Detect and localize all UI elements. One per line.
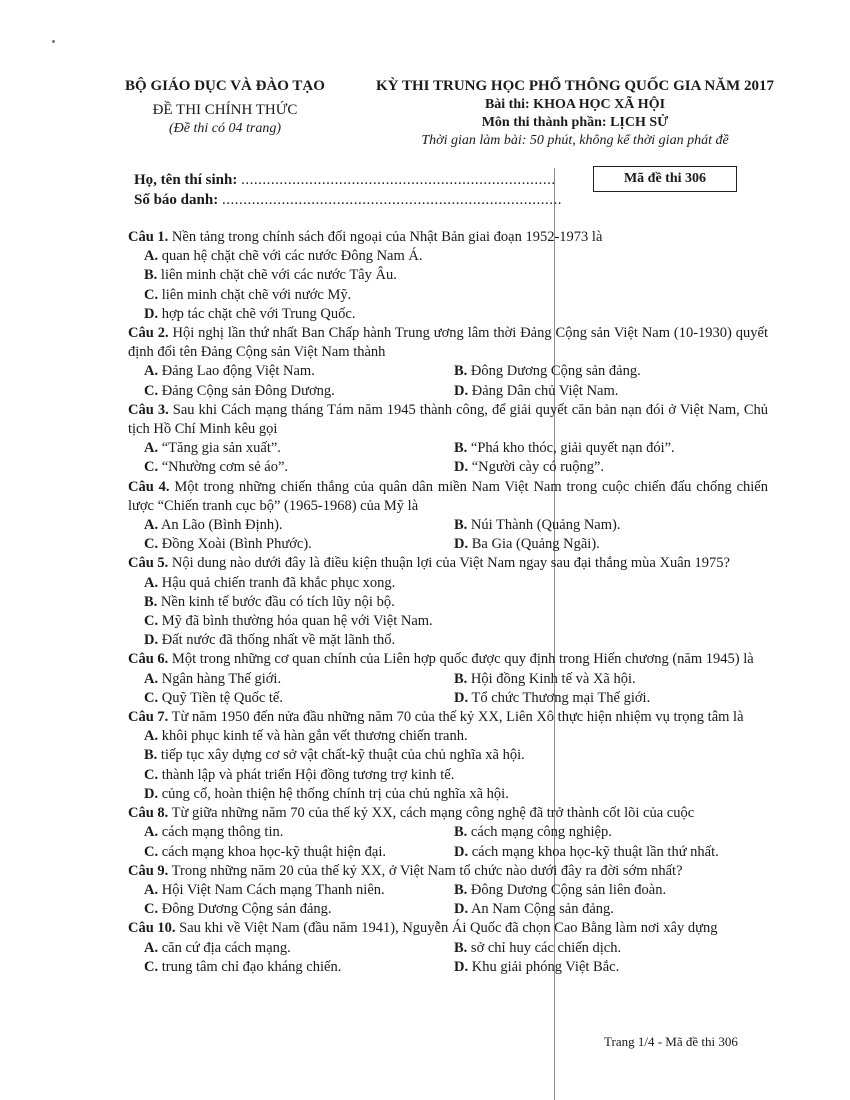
question-text: Nội dung nào dưới đây là điều kiện thuận lợi của Việt Nam ngay sau đại thắng mùa Xuân 1975?: [171, 555, 730, 572]
option-text: quan hệ chặt chẽ với các nước Đông Nam Á.: [161, 248, 423, 265]
option-text: trung tâm chỉ đạo kháng chiến.: [161, 958, 342, 975]
option-key: A.: [144, 824, 159, 841]
option-key: A.: [144, 670, 159, 687]
option-b: [440, 362, 768, 381]
option-key: D.: [454, 382, 469, 399]
option-text: cách mạng công nghiệp.: [470, 824, 612, 841]
option-b: [128, 593, 768, 612]
option-c: [128, 689, 440, 708]
exam-subject: Môn thi thành phần: LỊCH SỬ: [481, 115, 669, 130]
question-10: [128, 919, 768, 977]
option-list: [128, 670, 768, 708]
option-text: Hội Việt Nam Cách mạng Thanh niên.: [161, 881, 385, 898]
option-key: A.: [144, 363, 159, 380]
question-text: Một trong những cơ quan chính của Liên hợp quốc được quy định trong Hiến chương (năm 1945) là: [171, 651, 754, 668]
option-c: [128, 766, 768, 785]
exam-code-box: Mã đề thi 306: [593, 166, 737, 192]
question-8: [128, 804, 768, 862]
option-text: Đảng Dân chủ Việt Nam.: [471, 382, 619, 399]
option-text: Đồng Xoài (Bình Phước).: [161, 536, 312, 553]
option-text: liên minh chặt chẽ với nước Mỹ.: [161, 286, 352, 303]
question-number: Câu 1.: [128, 229, 169, 245]
option-key: C.: [144, 613, 159, 630]
option-key: B.: [454, 824, 468, 841]
option-c: [128, 286, 768, 305]
option-text: Quỹ Tiền tệ Quốc tế.: [161, 689, 283, 706]
option-list: [128, 362, 768, 400]
option-key: C.: [144, 286, 159, 303]
question-5: [128, 554, 768, 650]
option-key: D.: [144, 632, 159, 649]
option-text: cách mạng khoa học-kỹ thuật lần thứ nhất.: [471, 843, 719, 860]
option-key: B.: [454, 881, 468, 898]
question-stem: [128, 650, 768, 669]
option-list: [128, 823, 768, 861]
option-text: Núi Thành (Quảng Nam).: [470, 517, 621, 534]
option-b: [128, 746, 768, 765]
page-footer: Trang 1/4 - Mã đề thi 306: [604, 1034, 738, 1049]
option-text: “Phá kho thóc, giải quyết nạn đói”.: [470, 440, 675, 457]
exam-test: Bài thi: KHOA HỌC XÃ HỘI: [484, 97, 666, 112]
candidate-id-field[interactable]: ................................................................................: [221, 192, 562, 208]
option-key: C.: [144, 689, 159, 706]
option-b: [440, 670, 768, 689]
question-number: Câu 10.: [128, 920, 176, 937]
question-9: [128, 862, 768, 920]
option-key: B.: [454, 939, 468, 956]
question-number: Câu 2.: [128, 325, 169, 342]
question-7: [128, 708, 768, 804]
question-text: Từ năm 1950 đến nửa đầu những năm 70 của thế kỷ XX, Liên Xô thực hiện nhiệm vụ trọng tâm là: [171, 709, 744, 726]
question-2: [128, 324, 768, 401]
option-d: [440, 958, 768, 977]
option-key: D.: [454, 689, 469, 706]
option-text: cách mạng thông tin.: [161, 824, 284, 841]
option-text: thành lập và phát triển Hội đồng tương trợ kinh tế.: [161, 766, 455, 783]
option-key: C.: [144, 766, 159, 783]
option-a: [128, 516, 440, 535]
question-stem: [128, 228, 768, 247]
option-key: A.: [144, 881, 159, 898]
option-a: [128, 727, 768, 746]
option-text: Đất nước đã thống nhất về mặt lãnh thổ.: [161, 632, 396, 649]
option-list: [128, 439, 768, 477]
candidate-id-line: [134, 192, 562, 209]
option-text: An Nam Cộng sản đảng.: [470, 901, 614, 918]
option-key: B.: [454, 440, 468, 457]
option-text: Hậu quả chiến tranh đã khắc phục xong.: [161, 574, 396, 591]
option-c: [128, 900, 440, 919]
question-4: [128, 478, 768, 555]
option-key: D.: [454, 843, 469, 860]
question-number: Câu 5.: [128, 555, 169, 572]
option-key: B.: [144, 593, 158, 610]
option-key: A.: [144, 517, 159, 534]
option-text: tiếp tục xây dựng cơ sở vật chất-kỹ thuật của chủ nghĩa xã hội.: [160, 747, 525, 764]
exam-time: Thời gian làm bài: 50 phút, không kể thời gian phát đề: [421, 133, 729, 148]
question-3: [128, 401, 768, 478]
question-number: Câu 3.: [128, 401, 169, 418]
option-key: C.: [144, 536, 159, 553]
option-key: C.: [144, 901, 159, 918]
candidate-name-line: [134, 172, 556, 189]
scan-speck: [52, 40, 55, 43]
option-b: [440, 823, 768, 842]
question-number: Câu 4.: [128, 478, 170, 495]
candidate-id-label: Số báo danh:: [134, 192, 219, 208]
option-text: liên minh chặt chẽ với các nước Tây Âu.: [160, 267, 397, 284]
option-d: [440, 900, 768, 919]
option-a: [128, 670, 440, 689]
question-stem: [128, 862, 768, 881]
option-d: [440, 535, 768, 554]
option-c: [128, 843, 440, 862]
option-d: [440, 689, 768, 708]
official-label: ĐỀ THI CHÍNH THỨC: [152, 102, 298, 118]
option-key: A.: [144, 248, 159, 265]
option-key: B.: [454, 363, 468, 380]
option-b: [440, 939, 768, 958]
option-text: cách mạng khoa học-kỹ thuật hiện đại.: [161, 843, 387, 860]
option-a: [128, 881, 440, 900]
option-text: củng cố, hoàn thiện hệ thống chính trị của chủ nghĩa xã hội.: [161, 785, 509, 802]
question-stem: [128, 478, 768, 516]
question-stem: [128, 708, 768, 727]
option-key: A.: [144, 939, 159, 956]
option-key: D.: [454, 958, 469, 975]
option-a: [128, 247, 768, 266]
option-d: [440, 382, 768, 401]
option-key: D.: [144, 305, 159, 322]
option-key: B.: [454, 670, 468, 687]
question-text: Từ giữa những năm 70 của thế kỷ XX, cách mạng công nghệ đã trở thành cốt lõi của cuộc: [171, 805, 695, 822]
option-text: khôi phục kinh tế và hàn gắn vết thương chiến tranh.: [161, 728, 468, 745]
option-key: B.: [144, 747, 158, 764]
option-text: Đảng Cộng sản Đông Dương.: [161, 382, 335, 399]
option-d: [128, 785, 768, 804]
option-b: [440, 439, 768, 458]
option-list: [128, 939, 768, 977]
option-key: C.: [144, 958, 159, 975]
option-c: [128, 612, 768, 631]
question-stem: [128, 324, 768, 362]
option-list: [128, 516, 768, 554]
header-left: [100, 76, 350, 138]
option-d: [128, 305, 768, 324]
option-list: [128, 247, 768, 324]
option-text: Mỹ đã bình thường hóa quan hệ với Việt Nam.: [161, 613, 433, 630]
option-a: [128, 939, 440, 958]
option-text: sở chỉ huy các chiến dịch.: [470, 939, 622, 956]
question-text: Một trong những chiến thắng của quân dân miền Nam Việt Nam trong cuộc chiến đấu chống chiến lược “Chiến tranh cục bộ” (1965-1968) của Mỹ là: [128, 478, 768, 514]
question-number: Câu 9.: [128, 862, 169, 879]
option-c: [128, 535, 440, 554]
option-list: [128, 574, 768, 651]
exam-title: KỲ THI TRUNG HỌC PHỔ THÔNG QUỐC GIA NĂM 2017: [376, 78, 774, 94]
option-b: [440, 881, 768, 900]
option-list: [128, 727, 768, 804]
question-list: [128, 228, 768, 977]
option-a: [128, 823, 440, 842]
question-text: Trong những năm 20 của thế kỷ XX, ở Việt Nam tổ chức nào dưới đây ra đời sớm nhất?: [171, 862, 683, 879]
option-c: [128, 958, 440, 977]
option-text: Khu giải phóng Việt Bắc.: [471, 958, 620, 975]
option-d: [128, 631, 768, 650]
option-text: Tổ chức Thương mại Thế giới.: [471, 689, 651, 706]
option-key: A.: [144, 440, 159, 457]
option-key: D.: [144, 785, 159, 802]
option-key: B.: [144, 267, 158, 284]
question-stem: [128, 401, 768, 439]
option-key: D.: [454, 901, 469, 918]
option-text: Đông Dương Cộng sản đảng.: [470, 363, 641, 380]
option-text: “Người cày có ruộng”.: [471, 459, 605, 476]
option-a: [128, 362, 440, 381]
option-text: căn cứ địa cách mạng.: [161, 939, 291, 956]
option-text: Ngân hàng Thế giới.: [161, 670, 282, 687]
option-key: A.: [144, 574, 159, 591]
option-key: B.: [454, 517, 468, 534]
option-text: hợp tác chặt chẽ với Trung Quốc.: [161, 305, 356, 322]
question-text: Hội nghị lần thứ nhất Ban Chấp hành Trung ương lâm thời Đảng Cộng sản Việt Nam (10-1930) quyết định đổi tên Đảng Cộng sản Việt Nam thành: [128, 325, 769, 361]
option-text: Nền kinh tế bước đầu có tích lũy nội bộ.: [160, 593, 395, 610]
question-stem: [128, 919, 768, 938]
option-d: [440, 458, 768, 477]
ministry-name: BỘ GIÁO DỤC VÀ ĐÀO TẠO: [125, 78, 325, 94]
option-a: [128, 439, 440, 458]
question-number: Câu 7.: [128, 709, 169, 726]
option-d: [440, 843, 768, 862]
option-b: [128, 266, 768, 285]
option-key: A.: [144, 728, 159, 745]
option-text: “Nhường cơm sẻ áo”.: [161, 459, 289, 476]
option-text: Hội đồng Kinh tế và Xã hội.: [470, 670, 636, 687]
question-stem: [128, 804, 768, 823]
question-text: Sau khi Cách mạng tháng Tám năm 1945 thành công, để giải quyết căn bản nạn đói ở Việt Nam, Chủ tịch Hồ Chí Minh kêu gọi: [128, 401, 768, 438]
option-text: Đông Dương Cộng sản liên đoàn.: [470, 881, 667, 898]
option-text: An Lão (Bình Định).: [160, 517, 283, 534]
question-stem: [128, 554, 768, 573]
option-key: C.: [144, 382, 159, 399]
candidate-name-label: Họ, tên thí sinh:: [134, 172, 238, 188]
option-text: Đảng Lao động Việt Nam.: [161, 363, 315, 380]
option-c: [128, 458, 440, 477]
question-text: Nền tảng trong chính sách đối ngoại của Nhật Bản giai đoạn 1952-1973 là: [171, 229, 603, 245]
option-c: [128, 382, 440, 401]
option-a: [128, 574, 768, 593]
option-text: “Tăng gia sản xuất”.: [161, 440, 281, 457]
question-number: Câu 8.: [128, 805, 169, 822]
option-key: C.: [144, 459, 159, 476]
candidate-name-field[interactable]: ..........................................................................: [241, 172, 556, 188]
option-list: [128, 881, 768, 919]
option-key: D.: [454, 536, 469, 553]
question-6: [128, 650, 768, 708]
option-key: D.: [454, 459, 469, 476]
option-b: [440, 516, 768, 535]
question-1: [128, 228, 768, 324]
question-text: Sau khi về Việt Nam (đầu năm 1941), Nguyễn Ái Quốc đã chọn Cao Bằng làm nơi xây dựng: [179, 920, 718, 937]
option-text: Đông Dương Cộng sản đảng.: [161, 901, 332, 918]
question-number: Câu 6.: [128, 651, 169, 668]
header-right: [355, 76, 795, 150]
pages-note: (Đề thi có 04 trang): [169, 121, 281, 136]
option-key: C.: [144, 843, 159, 860]
option-text: Ba Gia (Quảng Ngãi).: [471, 536, 600, 553]
